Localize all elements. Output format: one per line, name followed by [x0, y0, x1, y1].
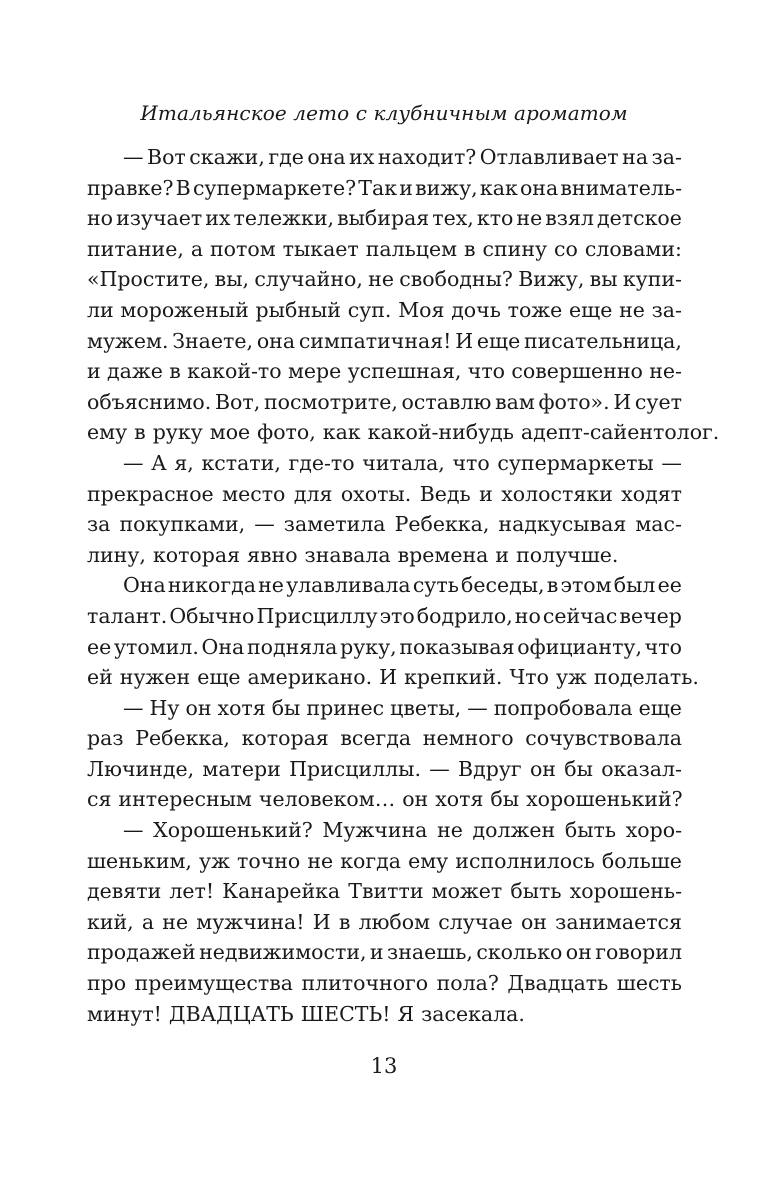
- text-line: прекрасное место для охоты. Ведь и холостяки ходят: [87, 481, 682, 506]
- text-line: продажей недвижимости, и знаешь, сколько он говорил: [87, 940, 682, 965]
- text-line: и даже в какой-то мере успешная, что совершенно не-: [87, 359, 682, 384]
- text-line: ему в руку мое фото, как какой-нибудь адепт-сайентолог.: [87, 420, 720, 445]
- text-line: девяти лет! Канарейка Твитти может быть хорошень-: [87, 879, 682, 904]
- text-line: — Хорошенький? Мужчина не должен быть хоро-: [123, 818, 682, 843]
- text-line: за покупками, — заметила Ребекка, надкусывая мас-: [87, 512, 682, 537]
- text-line: питание, а потом тыкает пальцем в спину со словами:: [87, 236, 682, 261]
- text-line: про преимущества плиточного пола? Двадцать шесть: [87, 971, 682, 996]
- text-line: — Ну он хотя бы принес цветы, — попробовала еще: [123, 695, 682, 720]
- text-line: лину, которая явно знавала времена и получше.: [87, 542, 619, 567]
- text-line: Лючинде, матери Присциллы. — Вдруг он бы оказал-: [87, 756, 682, 781]
- text-line: минут! ДВАДЦАТЬ ШЕСТЬ! Я засекала.: [87, 1001, 525, 1026]
- body-text: [87, 142, 720, 1029]
- text-line: ей нужен еще американо. И крепкий. Что уж поделать.: [87, 665, 699, 690]
- running-head: Итальянское лето с клубничным ароматом: [140, 101, 628, 125]
- text-line: Она никогда не улавливала суть беседы, в этом был ее: [123, 573, 682, 598]
- page-number: 13: [370, 1054, 398, 1078]
- text-line: кий, а не мужчина! И в любом случае он занимается: [87, 909, 682, 934]
- text-line: ли мороженый рыбный суп. Моя дочь тоже еще не за-: [87, 297, 682, 322]
- text-line: но изучает их тележки, выбирая тех, кто не взял детское: [87, 206, 682, 231]
- text-line: мужем. Знаете, она симпатичная! И еще писательница,: [87, 328, 682, 353]
- text-line: — Вот скажи, где она их находит? Отлавливает на за-: [123, 145, 682, 169]
- text-line: объяснимо. Вот, посмотрите, оставлю вам фото». И сует: [87, 389, 682, 414]
- text-line: раз Ребекка, которая всегда немного сочувствовала: [87, 726, 682, 751]
- text-line: ся интересным человеком… он хотя бы хорошенький?: [87, 787, 683, 812]
- text-line: шеньким, уж точно не когда ему исполнилось больше: [87, 848, 682, 873]
- text-line: талант. Обычно Присциллу это бодрило, но сейчас вечер: [87, 603, 682, 628]
- text-line: ее утомил. Она подняла руку, показывая официанту, что: [87, 634, 682, 659]
- text-line: — А я, кстати, где-то читала, что супермаркеты —: [123, 450, 682, 475]
- text-line: правке? В супермаркете? Так и вижу, как она вниматель-: [87, 175, 682, 200]
- text-line: «Простите, вы, случайно, не свободны? Вижу, вы купи-: [87, 267, 682, 292]
